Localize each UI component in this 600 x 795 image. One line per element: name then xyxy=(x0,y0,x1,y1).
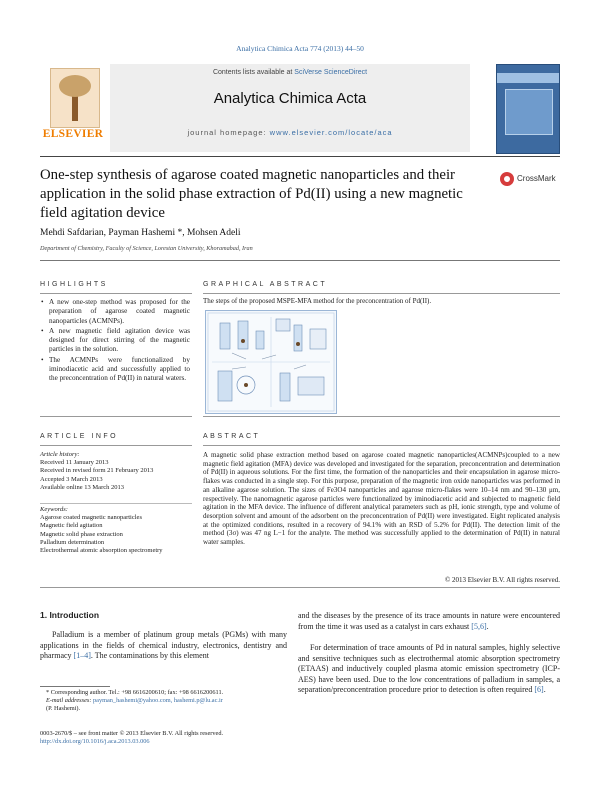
article-info-heading: ARTICLE INFO xyxy=(40,433,119,440)
paragraph-text: . xyxy=(543,685,546,694)
elsevier-wordmark: ELSEVIER xyxy=(42,128,104,140)
sciencedirect-link[interactable]: SciVerse ScienceDirect xyxy=(294,69,368,76)
introduction-paragraph-2 xyxy=(298,611,560,632)
graphical-abstract-heading: GRAPHICAL ABSTRACT xyxy=(203,281,328,288)
keywords-rule xyxy=(40,503,192,504)
citation-link[interactable]: [6] xyxy=(534,685,544,694)
abstract-text: A magnetic solid phase extraction method based on agarose coated magnetic nanoparticles(ACMNPs)coupled to a new magnetic field agitation (MFA) device was developed and investigated for the separation, preconcentration and determination of Pd(II) in aqueous solutions. For the first time, the formation of the nanoparticles and their encapsulation in agarose micro-flakes was conducted in a single step. For this purpose, preparation of the magnetic iron oxide nanoparticles was performed in an alkaline agarose solution. The sizes of Fe3O4 nanoparticles and agarose micro-flakes were 10–14 nm and 90–130 μm, respectively. The nanomagnetic agarose particles were functionalized by iminodiacetic acid and subjected to magnetic field agitation in the MFA device. The influence of different analytical parameters such as pH, ionic strength, type and volume of desorption solvent and amount of the adsorbent on the preconcentration of Pd(II) were investigated. Eight replicated analysis at the optimized conditions, resulted in a recovery of 94.1% with an RSD of 5.2% for Pd(II). The detection limit of the method (3σ) was 47 ng L−1 for the analyte. The method was successfully applied to the determination of Pd(II) in natural water samples. xyxy=(203,451,560,547)
section-rule xyxy=(40,260,560,261)
keyword-item: Magnetic solid phase extraction xyxy=(40,530,123,538)
footnote-contact: * Corresponding author. Tel.: +98 6616200610; fax: +98 6616200611. xyxy=(46,689,224,696)
crossmark-label: CrossMark xyxy=(517,174,556,183)
crossmark-icon xyxy=(500,172,514,186)
introduction-paragraph-3 xyxy=(298,643,560,696)
introduction-paragraph-1 xyxy=(40,630,287,662)
graphical-abstract-diagram xyxy=(206,311,336,413)
journal-cover-image xyxy=(496,64,560,154)
homepage-label: journal homepage: xyxy=(187,128,270,137)
highlight-item: • The ACMNPs were functionalized by iminodiacetic acid and successfully applied to the preconcentration of Pd(II) in natural waters. xyxy=(40,356,190,384)
keyword-item: Electrothermal atomic absorption spectrometry xyxy=(40,547,163,555)
journal-citation: Analytica Chimica Acta 774 (2013) 44–50 xyxy=(236,44,364,53)
crossmark-button[interactable] xyxy=(500,172,562,188)
footnote-emails xyxy=(46,697,287,705)
graphical-abstract-figure xyxy=(205,310,337,414)
issn-line: 0003-2670/$ – see front matter © 2013 Elsevier B.V. All rights reserved. xyxy=(40,730,224,737)
highlights-heading: HIGHLIGHTS xyxy=(40,281,108,288)
abstract-rule-bottom xyxy=(40,587,560,588)
revised-date: Received in revised form 21 February 2013 xyxy=(40,467,154,475)
elsevier-logo xyxy=(40,64,106,152)
cover-picture xyxy=(505,89,553,135)
highlight-item: • A new one-step method was proposed for the preparation of agarose coated magnetic nanoparticles (ACMNPs). xyxy=(40,298,190,326)
citation-link[interactable]: [5,6] xyxy=(471,621,487,631)
contents-prefix: Contents lists available at xyxy=(212,69,295,76)
header-rule xyxy=(40,156,560,157)
article-title: One-step synthesis of agarose coated magnetic nanoparticles and their application in the solid phase extraction of Pd(II) using a new magnetic field agitation device xyxy=(40,167,463,221)
email-link[interactable]: payman_hashemi@yahoo.com, hashemi.p@lu.ac.ir xyxy=(93,696,223,704)
keyword-item: Magnetic field agitation xyxy=(40,522,103,530)
issn-block xyxy=(40,730,287,746)
paragraph-text: and the diseases by the presence of its trace amounts in nature were encountered from the time it was used as a catalyst in cars exhaust xyxy=(298,611,560,631)
keywords-block xyxy=(40,506,192,555)
author-list: Mehdi Safdarian, Payman Hashemi *, Mohsen Adeli xyxy=(40,228,241,238)
paragraph-text: Palladium is a member of platinum group metals (PGMs) with many applications in the fields of chemical industry, electronics, dentistry and pharmacy xyxy=(40,630,287,660)
elsevier-tree-icon xyxy=(50,68,100,128)
affiliation: Department of Chemistry, Faculty of Science, Lorestan University, Khoramabad, Iran xyxy=(40,245,253,252)
keyword-item: Palladium determination xyxy=(40,538,105,546)
cover-band xyxy=(497,73,559,83)
citation-link[interactable]: [1–4] xyxy=(73,651,91,660)
contents-line xyxy=(110,69,470,76)
paragraph-text: . The contaminations by this element xyxy=(90,651,209,660)
email-label: E-mail addresses: xyxy=(46,696,93,704)
introduction-heading: 1. Introduction xyxy=(40,610,100,620)
paragraph-text: For determination of trace amounts of Pd in natural samples, highly selective and sensitive techniques such as electrothermal atomic absorption spectrometry (ETAAS) and inductively coupled plasma atomic emission spectrometry (ICP-AES) have been used. Due to the low concentrations of palladium in samples, a separation/preconcentration procedure prior to detection is often required xyxy=(298,643,560,694)
footnote-rule xyxy=(40,686,110,687)
copyright-notice: © 2013 Elsevier B.V. All rights reserved. xyxy=(444,576,560,584)
doi-link[interactable]: http://dx.doi.org/10.1016/j.aca.2013.03.006 xyxy=(40,738,150,745)
accepted-date: Accepted 3 March 2013 xyxy=(40,475,103,483)
graphical-abstract-rule-bottom xyxy=(203,416,560,417)
article-info-rule xyxy=(40,445,192,446)
online-date: Available online 13 March 2013 xyxy=(40,483,124,491)
masthead-box xyxy=(110,64,470,152)
highlights-rule-bottom xyxy=(40,416,192,417)
homepage-link[interactable]: www.elsevier.com/locate/aca xyxy=(269,128,393,137)
keywords-label: Keywords: xyxy=(40,506,68,513)
highlights-rule xyxy=(40,293,192,294)
corresponding-author-footnote xyxy=(40,689,287,712)
journal-title: Analytica Chimica Acta xyxy=(213,90,367,107)
journal-homepage xyxy=(110,128,470,137)
footnote-name: (P. Hashemi). xyxy=(46,704,81,712)
keyword-item: Agarose coated magnetic nanoparticles xyxy=(40,514,142,522)
highlights-list xyxy=(40,298,190,385)
abstract-rule xyxy=(203,445,560,446)
journal-masthead xyxy=(40,62,560,154)
history-label: Article history: xyxy=(40,451,80,458)
paragraph-text: . xyxy=(486,621,489,631)
received-date: Received 11 January 2013 xyxy=(40,459,109,467)
graphical-abstract-caption: The steps of the proposed MSPE-MFA method for the preconcentration of Pd(II). xyxy=(203,297,432,305)
highlight-item: • A new magnetic field agitation device was designed for direct stirring of the magnetic particles in the solution. xyxy=(40,327,190,355)
article-history xyxy=(40,451,192,492)
abstract-heading: ABSTRACT xyxy=(203,433,261,440)
graphical-abstract-rule xyxy=(203,293,560,294)
